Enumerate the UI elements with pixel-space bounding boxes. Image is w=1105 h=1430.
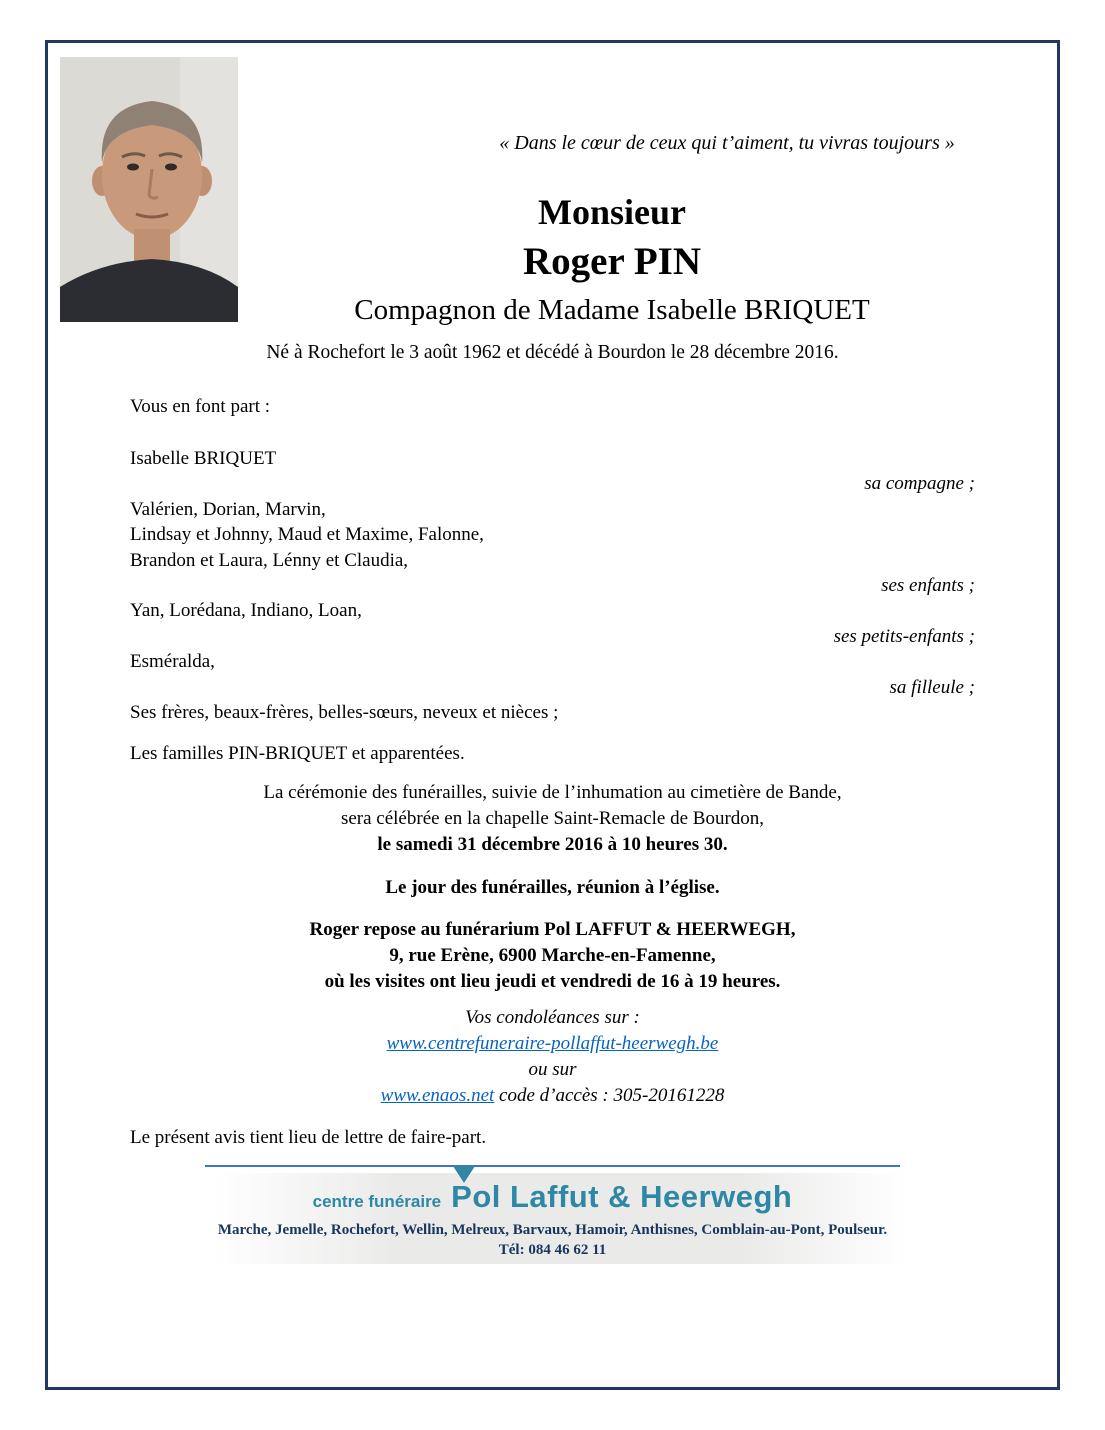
family-relation: ses petits-enfants ; bbox=[833, 625, 975, 647]
family-relation: ses enfants ; bbox=[881, 575, 975, 597]
family-name-line: Valérien, Dorian, Marvin, bbox=[130, 498, 326, 520]
meeting-line: Le jour des funérailles, réunion à l’église. bbox=[385, 876, 720, 898]
header bbox=[48, 43, 1057, 331]
ceremony-line: La cérémonie des funérailles, suivie de l’inhumation au cimetière de Bande, bbox=[263, 781, 842, 803]
condolences-intro: Vos condoléances sur : bbox=[465, 1006, 640, 1028]
condolences-block bbox=[130, 1005, 975, 1109]
birth-death-line: Né à Rochefort le 3 août 1962 et décédé à Bourdon le 28 décembre 2016. bbox=[266, 342, 839, 363]
family-name-line: Yan, Lorédana, Indiano, Loan, bbox=[130, 600, 362, 622]
ceremony-date-line: le samedi 31 décembre 2016 à 10 heures 30. bbox=[377, 833, 728, 855]
footer-divider bbox=[205, 1165, 900, 1167]
deceased-subtitle: Compagnon de Madame Isabelle BRIQUET bbox=[354, 294, 870, 326]
family-name-line: Esméralda, bbox=[130, 651, 215, 673]
memorial-quote: « Dans le cœur de ceux qui t’aiment, tu vivras toujours » bbox=[499, 132, 955, 154]
ceremony-block bbox=[130, 780, 975, 858]
relatives-line: Ses frères, beaux-frères, belles-sœurs, neveux et nièces ; bbox=[130, 702, 559, 724]
page-border-frame bbox=[45, 40, 1060, 1390]
condolences-link-funeraire[interactable]: www.centrefuneraire-pollaffut-heerwegh.be bbox=[386, 1032, 719, 1054]
ceremony-line: sera célébrée en la chapelle Saint-Remacle de Bourdon, bbox=[340, 807, 765, 829]
funerarium-line: 9, rue Erène, 6900 Marche-en-Famenne, bbox=[389, 944, 716, 966]
header-text bbox=[238, 43, 986, 328]
condolences-link-enaos[interactable]: www.enaos.net bbox=[380, 1084, 495, 1106]
family-relation: sa compagne ; bbox=[864, 473, 975, 495]
family-relation: sa filleule ; bbox=[889, 676, 975, 698]
family-name-line: Lindsay et Johnny, Maud et Maxime, Falonne, bbox=[130, 524, 484, 546]
funeral-home-brand bbox=[130, 1179, 975, 1215]
family-name-line: Isabelle BRIQUET bbox=[130, 448, 277, 469]
brand-triangle-icon bbox=[453, 1166, 475, 1183]
deceased-name: Roger PIN bbox=[523, 240, 701, 283]
footer bbox=[130, 1173, 975, 1264]
family-list bbox=[130, 446, 975, 725]
condolences-or: ou sur bbox=[528, 1058, 577, 1080]
family-name-line: Brandon et Laura, Lénny et Claudia, bbox=[130, 549, 409, 571]
footer-cities: Marche, Jemelle, Rochefort, Wellin, Melreux, Barvaux, Hamoir, Anthisnes, Comblain-au-Pont, Poulseur. bbox=[217, 1221, 888, 1238]
condolences-access-code: code d’accès : 305-20161228 bbox=[494, 1084, 725, 1106]
footer-phone: Tél: 084 46 62 11 bbox=[498, 1241, 607, 1258]
brand-small-label: centre funéraire bbox=[312, 1191, 442, 1211]
content bbox=[48, 340, 1057, 1264]
families-line: Les familles PIN-BRIQUET et apparentées. bbox=[130, 743, 465, 765]
announcement-intro: Vous en font part : bbox=[130, 396, 271, 417]
closing-line: Le présent avis tient lieu de lettre de faire-part. bbox=[130, 1126, 487, 1148]
portrait-photo bbox=[60, 57, 238, 322]
funerarium-block bbox=[130, 917, 975, 995]
funerarium-line: où les visites ont lieu jeudi et vendredi de 16 à 19 heures. bbox=[324, 970, 781, 992]
funerarium-line: Roger repose au funérarium Pol LAFFUT & HEERWEGH, bbox=[309, 918, 796, 940]
brand-large-label: Pol Laffut & Heerwegh bbox=[451, 1178, 793, 1214]
title-monsieur: Monsieur bbox=[538, 192, 686, 232]
